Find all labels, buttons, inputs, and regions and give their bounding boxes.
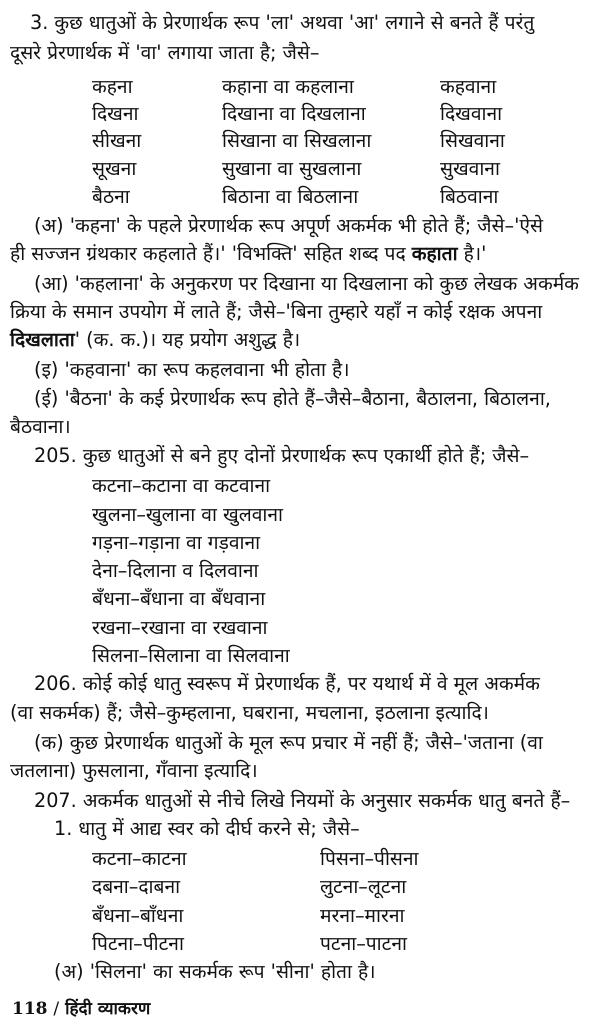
section3-line1: 3. कुछ धातुओं के प्रेरणार्थक रूप 'ला' अथवा 'आ' लगाने से बनते हैं परंतु — [30, 11, 535, 34]
section206-note-ka-line1: (क) कुछ प्रेरणार्थक धातुओं के मूल रूप प्रचार में नहीं हैं; जैसे–'जताना (वा — [34, 731, 543, 754]
table1-cell: दिखवाना — [440, 102, 503, 125]
note-a-line1: (अ) 'कहना' के पहले प्रेरणार्थक रूप अपूर्ण अकर्मक भी होते हैं; जैसे–'ऐसे — [34, 214, 543, 237]
table1-cell: सुखाना वा सुखलाना — [222, 157, 362, 180]
pair-cell: मरना–मारना — [320, 904, 405, 927]
table1-cell: सूखना — [92, 157, 137, 180]
table1-cell: कहवाना — [440, 75, 497, 98]
section207-line1: 207. अकर्मक धातुओं से नीचे लिखे नियमों के अनुसार सकर्मक धातु बनते हैं– — [34, 789, 571, 812]
page-footer — [12, 997, 150, 1021]
pair-cell: पिटना–पीटना — [92, 932, 184, 955]
table1-cell: बैठना — [92, 185, 130, 208]
pair-cell: पटना–पाटना — [320, 932, 407, 955]
section206-note-ka-line2: जतलाना) फुसलाना, गँवाना इत्यादि। — [10, 759, 258, 782]
note-ii-line1: (ई) 'बैठना' के कई प्रेरणार्थक रूप होते हैं–जैसे–बैठाना, बैठालना, बिठालना, — [34, 387, 551, 410]
book-title: हिंदी व्याकरण — [65, 999, 151, 1019]
section207-rule1: 1. धातु में आद्य स्वर को दीर्घ करने से; जैसे– — [54, 817, 360, 840]
list-item: देना–दिलाना व दिलवाना — [92, 559, 259, 582]
table1-cell: सिखाना वा सिखलाना — [222, 129, 372, 152]
table1-cell: सिखवाना — [440, 129, 505, 152]
table1-cell: बिठाना वा बिठलाना — [222, 185, 359, 208]
pair-cell: पिसना–पीसना — [320, 847, 419, 870]
table1-cell: सुखवाना — [440, 157, 500, 180]
table1-cell: दिखना — [92, 102, 139, 125]
section206-line1: 206. कोई कोई धातु स्वरूप में प्रेरणार्थक हैं, पर यथार्थ में वे मूल अकर्मक — [34, 672, 540, 695]
list-item: सिलना–सिलाना वा सिलवाना — [92, 644, 290, 667]
table1-cell: कहना — [92, 75, 133, 98]
pair-cell: दबना–दाबना — [92, 875, 181, 898]
section205-line1: 205. कुछ धातुओं से बने हुए दोनों प्रेरणार्थक रूप एकार्थी होते हैं; जैसे– — [34, 444, 530, 467]
list-item: बँधना–बँधाना वा बँधवाना — [92, 587, 266, 610]
list-item: रखना–रखाना वा रखवाना — [92, 616, 268, 639]
section207-note-a: (अ) 'सिलना' का सकर्मक रूप 'सीना' होता है। — [54, 960, 376, 983]
table1-cell: कहाना वा कहलाना — [222, 75, 354, 98]
bold-word: दिखलाता — [10, 328, 75, 351]
section3-line2: दूसरे प्रेरणार्थक में 'वा' लगाया जाता है; जैसे– — [10, 41, 320, 64]
note-aa-line3: दिखलाता' (क. क.)। यह प्रयोग अशुद्ध है। — [10, 328, 301, 351]
list-item: खुलना–खुलाना वा खुलवाना — [92, 503, 284, 526]
footer-separator: / — [53, 999, 60, 1019]
pair-cell: बँधना–बाँधना — [92, 904, 184, 927]
page-number: 118 — [12, 999, 48, 1019]
section206-line2: (वा सकर्मक) हैं; जैसे–कुम्हलाना, घबराना, मचलाना, इठलाना इत्यादि। — [10, 701, 489, 724]
note-i: (इ) 'कहवाना' का रूप कहलवाना भी होता है। — [34, 358, 350, 381]
pair-cell: लुटना–लूटना — [320, 875, 407, 898]
list-item: कटना–कटाना वा कटवाना — [92, 474, 271, 497]
table1-cell: बिठवाना — [440, 185, 499, 208]
table1-cell: दिखाना वा दिखलाना — [222, 102, 366, 125]
note-ii-line2: बैठवाना। — [10, 415, 71, 438]
table1-cell: सीखना — [92, 129, 142, 152]
note-aa-line1: (आ) 'कहलाना' के अनुकरण पर दिखाना या दिखलाना को कुछ लेखक अकर्मक — [34, 272, 579, 295]
bold-word: कहाता — [411, 242, 458, 265]
note-a-line2: ही सज्जन ग्रंथकार कहलाते हैं।' 'विभक्ति' सहित शब्द पद कहाता है।' — [10, 242, 487, 265]
list-item: गड़ना–गड़ाना वा गड़वाना — [92, 531, 261, 554]
pair-cell: कटना–काटना — [92, 847, 187, 870]
note-aa-line2: क्रिया के समान उपयोग में लाते हैं; जैसे–'बिना तुम्हारे यहाँ न कोई रक्षक अपना — [10, 300, 543, 323]
